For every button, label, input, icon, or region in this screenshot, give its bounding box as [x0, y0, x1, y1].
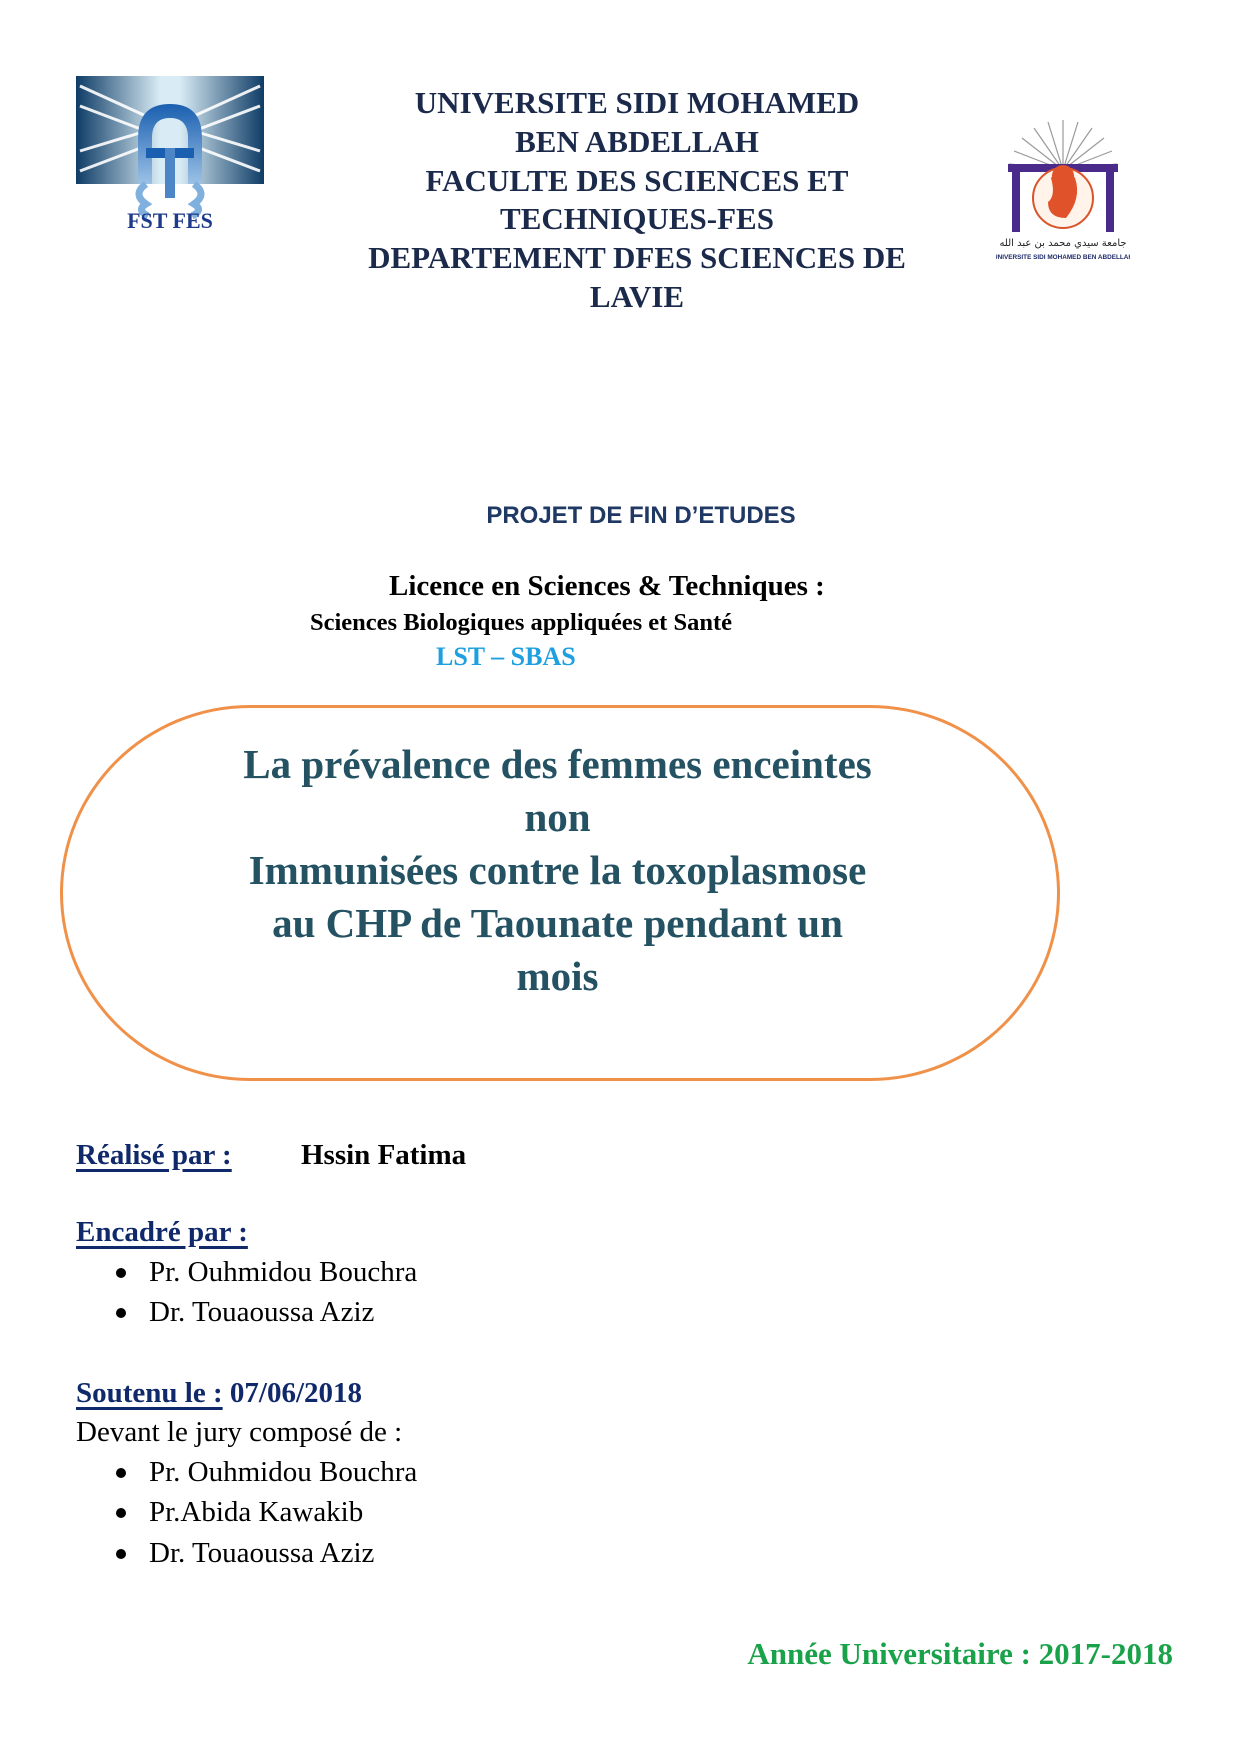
jury-item: [116, 1496, 363, 1529]
supervisors-label: Encadré par :: [76, 1216, 248, 1248]
fst-fes-emblem-icon: [76, 76, 264, 232]
fst-fes-logo: [76, 76, 264, 232]
author-name: Hssin Fatima: [301, 1139, 467, 1171]
licence-title: Licence en Sciences & Techniques :: [389, 570, 825, 602]
supervisor-item: [116, 1296, 374, 1329]
defense-line: [76, 1377, 362, 1410]
project-label: PROJET DE FIN D’ETUDES: [486, 502, 796, 529]
supervisor-item: [116, 1256, 417, 1289]
bullet-icon: [116, 1468, 126, 1478]
header-line: LAVIE: [589, 278, 685, 314]
author-label: Réalisé par :: [76, 1139, 232, 1171]
jury-intro: Devant le jury composé de :: [76, 1416, 403, 1448]
title-line: La prévalence des femmes enceintes: [243, 741, 872, 787]
university-header: [300, 84, 974, 317]
defense-label: Soutenu le :: [76, 1377, 223, 1409]
svg-text:FST FES: FST FES: [127, 208, 213, 232]
bullet-icon: [116, 1268, 126, 1278]
bullet-icon: [116, 1308, 126, 1318]
bullet-icon: [116, 1508, 126, 1518]
title-line: non: [524, 794, 591, 840]
jury-item: [116, 1537, 374, 1570]
jury-item: [116, 1456, 417, 1489]
title-line: Immunisées contre la toxoplasmose: [248, 847, 867, 893]
specialty-name: Sciences Biologiques appliquées et Santé: [310, 609, 732, 636]
title-line: mois: [516, 953, 599, 999]
title-line: au CHP de Taounate pendant un: [272, 900, 843, 946]
jury-member: Dr. Touaoussa Aziz: [149, 1537, 375, 1569]
usmba-logo: [996, 118, 1130, 273]
specialty-code: LST – SBAS: [436, 642, 576, 671]
supervisor-name: Pr. Ouhmidou Bouchra: [149, 1256, 418, 1288]
supervisor-name: Dr. Touaoussa Aziz: [149, 1296, 375, 1328]
defense-date: 07/06/2018: [222, 1377, 363, 1409]
header-line: FACULTE DES SCIENCES ET: [425, 162, 849, 198]
usmba-emblem-icon: [996, 118, 1130, 273]
header-line: UNIVERSITE SIDI MOHAMED: [414, 85, 860, 120]
header-line: TECHNIQUES-FES: [500, 201, 774, 237]
jury-member: Pr. Ouhmidou Bouchra: [149, 1456, 418, 1488]
academic-year: Année Universitaire : 2017-2018: [747, 1636, 1173, 1671]
svg-text:جامعة سيدي محمد بن عبد الله: جامعة سيدي محمد بن عبد الله: [999, 238, 1127, 249]
thesis-title: [160, 738, 955, 1003]
svg-text:UNIVERSITE SIDI MOHAMED BEN AB: UNIVERSITE SIDI MOHAMED BEN ABDELLAH: [996, 254, 1130, 261]
bullet-icon: [116, 1549, 126, 1559]
header-line: BEN ABDELLAH: [515, 123, 759, 159]
jury-member: Pr.Abida Kawakib: [149, 1496, 364, 1528]
header-line: DEPARTEMENT DFES SCIENCES DE: [368, 240, 906, 276]
